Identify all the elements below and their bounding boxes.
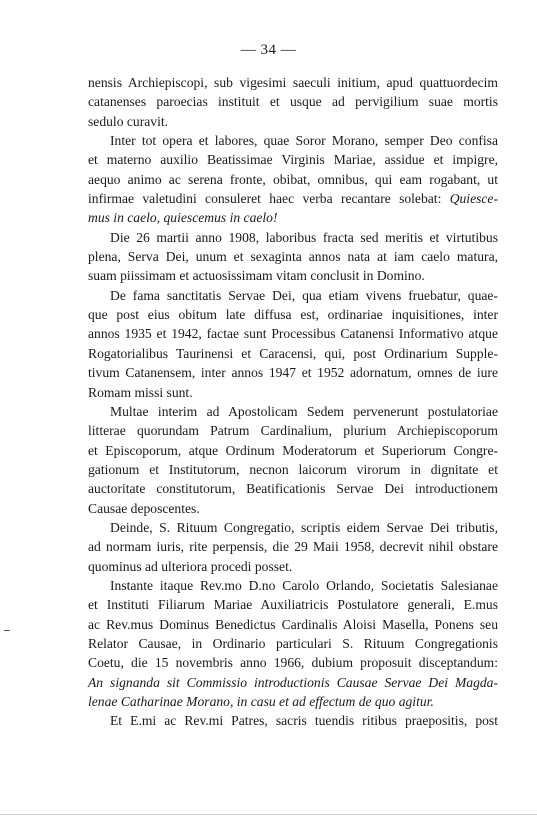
text-line: quominus ad ulteriora procedi posset. <box>88 558 293 574</box>
text-line: suam piissimam et actuosissimam vitam conclusit in Domino. <box>88 268 425 284</box>
text-line: Et E.mi ac Rev.mi Patres, sacris tuendis ritibus praepositis, post <box>110 713 498 729</box>
text-line: aequo animo ac serena fronte, obibat, omnibus, qui eam rogabant, ut <box>88 171 498 187</box>
paragraph-continuation <box>88 73 498 131</box>
text-line: Instante itaque Rev.mo D.no Carolo Orlando, Societatis Salesianae <box>110 577 498 593</box>
text-line: De fama sanctitatis Servae Dei, qua etiam vivens fruebatur, quae- <box>110 287 498 303</box>
text-line: annos 1935 et 1942, factae sunt Processibus Catanensi Informativo atque <box>88 326 498 342</box>
text-line: catanenses paroecias instituit et usque ad pervigilium suae mortis <box>88 94 498 110</box>
quote-text: Quiesce- <box>449 191 498 207</box>
text-line: plena, Serva Dei, unum et sexaginta annos nata at iam caelo matura, <box>88 249 498 265</box>
text-line: et materno auxilio Beatissimae Virginis Mariae, assidue et impigre, <box>88 152 498 168</box>
text-line: Causae deposcentes. <box>88 500 200 516</box>
text-line: Multae interim ad Apostolicam Sedem pervenerunt postulatoriae <box>110 403 498 419</box>
paragraph <box>88 576 498 711</box>
quote-text: mus in caelo, quiescemus in caelo! <box>88 210 278 226</box>
text-line: Die 26 martii anno 1908, laboribus fracta sed meritis et virtutibus <box>110 229 498 245</box>
text-line: et Episcoporum, atque Ordinum Moderatorum et Superiorum Congre- <box>88 442 498 458</box>
question-line <box>88 692 498 711</box>
text-line: nensis Archiepiscopi, sub vigesimi saeculi initium, apud quattuordecim <box>88 75 498 90</box>
text-line: Deinde, S. Rituum Congregatio, scriptis eidem Servae Dei tributis, <box>110 519 498 535</box>
text-line: gationum et Institutorum, necnon laicorum virorum in dignitate et <box>88 461 498 477</box>
text-line: ac Rev.mus Dominus Benedictus Cardinalis Aloisi Masella, Ponens seu <box>88 616 498 632</box>
text-line: que post eius obitum late diffusa est, ordinariae inquisitiones, inter <box>88 307 498 323</box>
question-text: An signanda sit Commissio introductionis Causae Servae Dei Magda- <box>88 674 498 690</box>
paragraph <box>88 286 498 402</box>
paragraph <box>88 711 498 730</box>
text-line: Rogatorialibus Taurinensi et Caracensi, qui, post Ordinarium Supple- <box>88 345 498 361</box>
question-line <box>88 673 498 692</box>
paragraph <box>88 131 498 228</box>
paragraph <box>88 228 498 286</box>
text-line: Romam missi sunt. <box>88 384 193 400</box>
paragraph <box>88 518 498 576</box>
page-edge-rule <box>0 814 537 815</box>
text-line: tivum Catanensem, inter annos 1947 et 1952 adornatum, omnes de iure <box>88 365 498 381</box>
question-text: lenae Catharinae Morano, in casu et ad effectum de quo agitur. <box>88 694 434 709</box>
text-line: Coetu, die 15 novembris anno 1966, dubium proposuit disceptandum: <box>88 655 498 671</box>
margin-mark <box>4 630 10 631</box>
text-line: auctoritate constitutorum, Beatificationis Servae Dei introductionem <box>88 481 498 497</box>
text-line: Relator Causae, in Ordinario particulari S. Rituum Congregationis <box>88 635 498 651</box>
text-line <box>88 208 498 227</box>
paragraph <box>88 402 498 518</box>
body-text <box>88 73 498 731</box>
text-line-with-quote <box>88 189 498 208</box>
text-line: et Instituti Filiarum Mariae Auxiliatricis Postulatore generali, E.mus <box>88 597 498 613</box>
text-line: Inter tot opera et labores, quae Soror Morano, semper Deo confisa <box>110 133 498 149</box>
text-segment: infirmae valetudini consuleret haec verba recantare solebat: <box>88 191 442 207</box>
text-line: litterae quorundam Patrum Cardinalium, plurium Archiepiscoporum <box>88 423 498 439</box>
text-line: ad normam iuris, rite perpensis, die 29 Maii 1958, decrevit nihil obstare <box>88 539 498 555</box>
text-line: sedulo curavit. <box>88 113 169 129</box>
page-number: — 34 — <box>240 42 297 58</box>
